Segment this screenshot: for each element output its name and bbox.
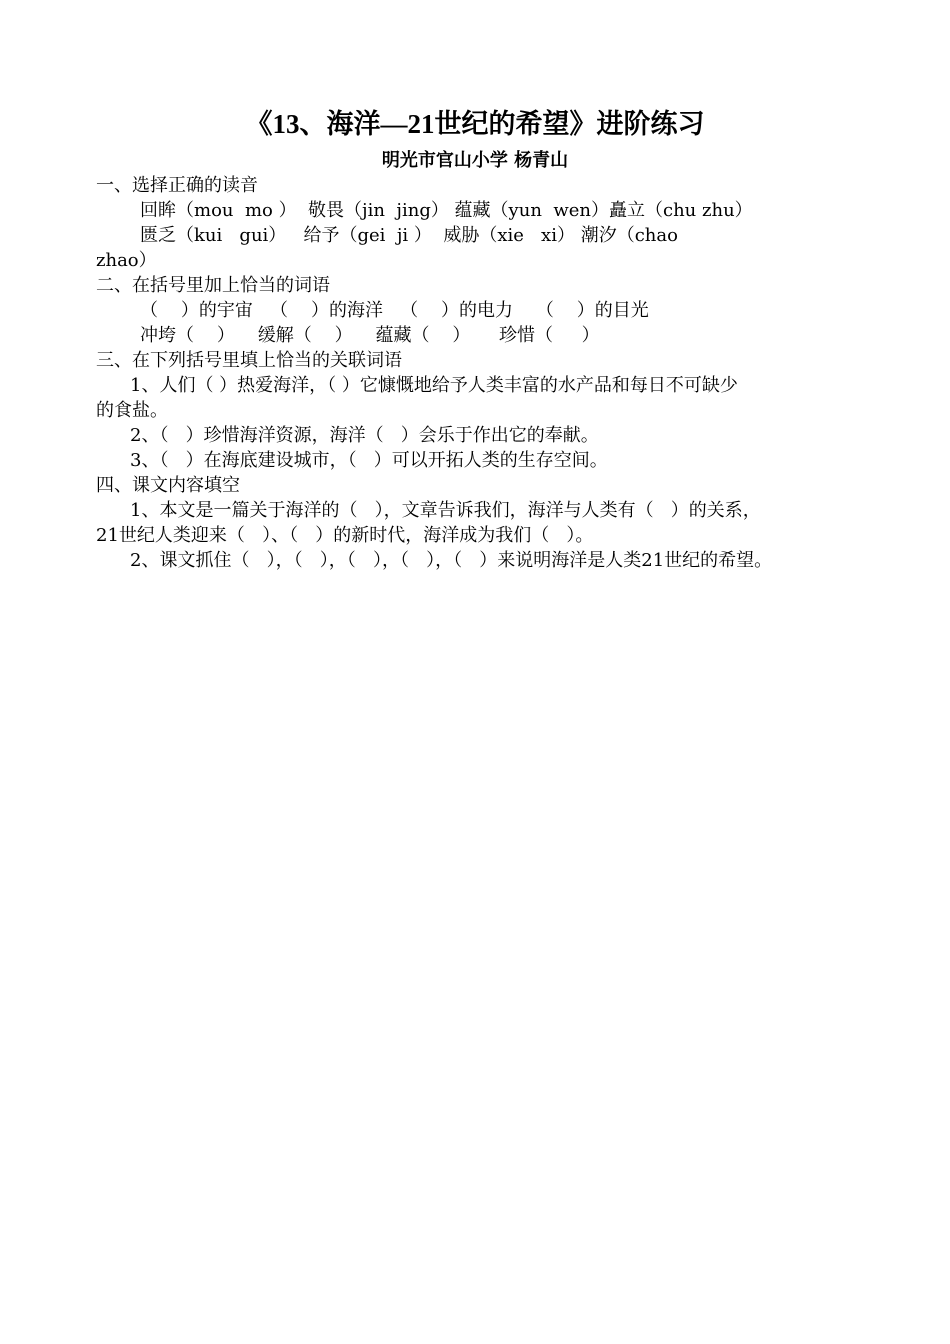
word-fill-row-1: （ ）的宇宙 （ ）的海洋 （ ）的电力 （ ）的目光: [140, 300, 649, 321]
content-question-1-continuation: 21世纪人类迎来（ ）、（ ）的新时代，海洋成为我们（ ）。: [96, 525, 594, 546]
section-3-heading: 三、在下列括号里填上恰当的关联词语: [96, 350, 402, 371]
pinyin-row-2-continuation: zhao）: [96, 250, 157, 271]
document-title: 《13、海洋—21世纪的希望》进阶练习: [245, 109, 705, 139]
conjunction-question-1-continuation: 的食盐。: [96, 400, 168, 421]
author-line: 明光市官山小学 杨青山: [381, 150, 569, 171]
section-1-heading: 一、选择正确的读音: [96, 175, 258, 196]
content-question-2: 2、课文抓住（ ），（ ），（ ），（ ），（ ）来说明海洋是人类21世纪的希望。: [130, 550, 773, 571]
conjunction-question-3: 3、（ ）在海底建设城市，（ ）可以开拓人类的生存空间。: [130, 450, 608, 471]
conjunction-question-1: 1、人们（ ）热爱海洋，（ ）它慷慨地给予人类丰富的水产品和每日不可缺少: [130, 375, 738, 396]
content-question-1: 1、本文是一篇关于海洋的（ ），文章告诉我们，海洋与人类有（ ）的关系，: [130, 500, 761, 521]
pinyin-row-1: 回眸（mou mo ） 敬畏（jin jing） 蕴藏（yun wen）矗立（chu zhu）: [140, 200, 753, 221]
word-fill-row-2: 冲垮（ ） 缓解（ ） 蕴藏（ ） 珍惜（ ）: [140, 325, 600, 346]
section-2-heading: 二、在括号里加上恰当的词语: [96, 275, 330, 296]
section-4-heading: 四、课文内容填空: [96, 475, 240, 496]
pinyin-row-2: 匮乏（kui gui） 给予（gei ji ） 威胁（xie xi） 潮汐（chao: [140, 225, 678, 246]
conjunction-question-2: 2、（ ）珍惜海洋资源，海洋（ ）会乐于作出它的奉献。: [130, 425, 599, 446]
